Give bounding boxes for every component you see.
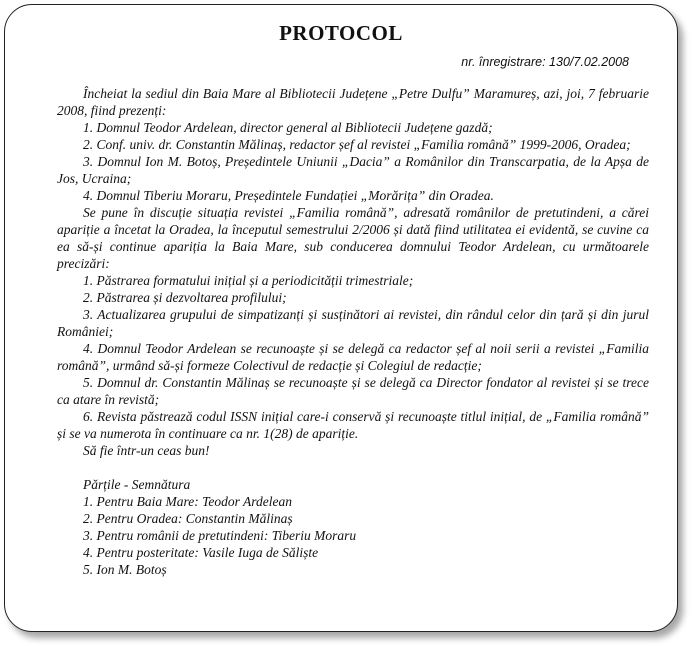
document-title: PROTOCOL [279, 21, 403, 45]
present-item: 2. Conf. univ. dr. Constantin Mălinaș, redactor șef al revistei „Familia română” 1999-2006, Oradea; [83, 137, 631, 152]
signatures-block [57, 476, 649, 578]
document-body [57, 85, 649, 578]
point-item: 2. Păstrarea și dezvoltarea profilului; [83, 290, 287, 305]
present-item: 3. Domnul Ion M. Botoș, Președintele Uniunii „Dacia” a Românilor din Transcarpatia, de la Apșa de Jos, Ucraina; [57, 154, 649, 186]
signature-line: 4. Pentru posteritate: Vasile Iuga de Săliște [83, 545, 319, 560]
signature-line: 2. Pentru Oradea: Constantin Mălinaș [83, 511, 293, 526]
point-item: 4. Domnul Teodor Ardelean se recunoaște și se delegă ca redactor șef al noii serii a revistei „Familia română”, urmând să-și formeze Colectivul de redacție și Colegiul de redacție; [57, 341, 649, 373]
present-item: 1. Domnul Teodor Ardelean, director general al Bibliotecii Județene gazdă; [83, 120, 493, 135]
closing-line: Să fie într-un ceas bun! [83, 443, 210, 458]
signature-line: 5. Ion M. Botoș [83, 562, 167, 577]
signature-line: 1. Pentru Baia Mare: Teodor Ardelean [83, 494, 292, 509]
point-item: 1. Păstrarea formatului inițial și a periodicității trimestriale; [83, 273, 414, 288]
intro-paragraph: Încheiat la sediul din Baia Mare al Bibliotecii Județene „Petre Dulfu” Maramureș, azi, joi, 7 februarie 2008, fiind prezenți: [57, 86, 649, 118]
registration-number: nr. înregistrare: 130/7.02.2008 [461, 55, 629, 69]
point-item: 6. Revista păstrează codul ISSN inițial care-i conservă și recunoaște titlul inițial, de „Familia română” și se va numerota în continuare ca nr. 1(28) de apariție. [57, 409, 649, 441]
document-frame [4, 4, 678, 632]
present-item: 4. Domnul Tiberiu Moraru, Președintele Fundației „Morărița” din Oradea. [83, 188, 494, 203]
discussion-paragraph: Se pune în discuție situația revistei „Familia română”, adresată românilor de pretutindeni, a cărei apariție a încetat la Oradea, la începutul semestrului 2/2006 și dată fiind utilitatea ei evidentă, se cuvine ca ea să-și continue apariția la Baia Mare, sub conducerea domnului Teodor Ardelean, cu următoarele precizări: [57, 205, 649, 271]
signature-line: 3. Pentru românii de pretutindeni: Tiberiu Moraru [83, 528, 357, 543]
point-item: 3. Actualizarea grupului de simpatizanți și susținători ai revistei, din rândul celor din țară și din jurul României; [57, 307, 649, 339]
signatures-heading: Părțile - Semnătura [83, 477, 191, 492]
point-item: 5. Domnul dr. Constantin Mălinaș se recunoaște și se delegă ca Director fondator al revistei și se trece ca atare în revistă; [57, 375, 649, 407]
